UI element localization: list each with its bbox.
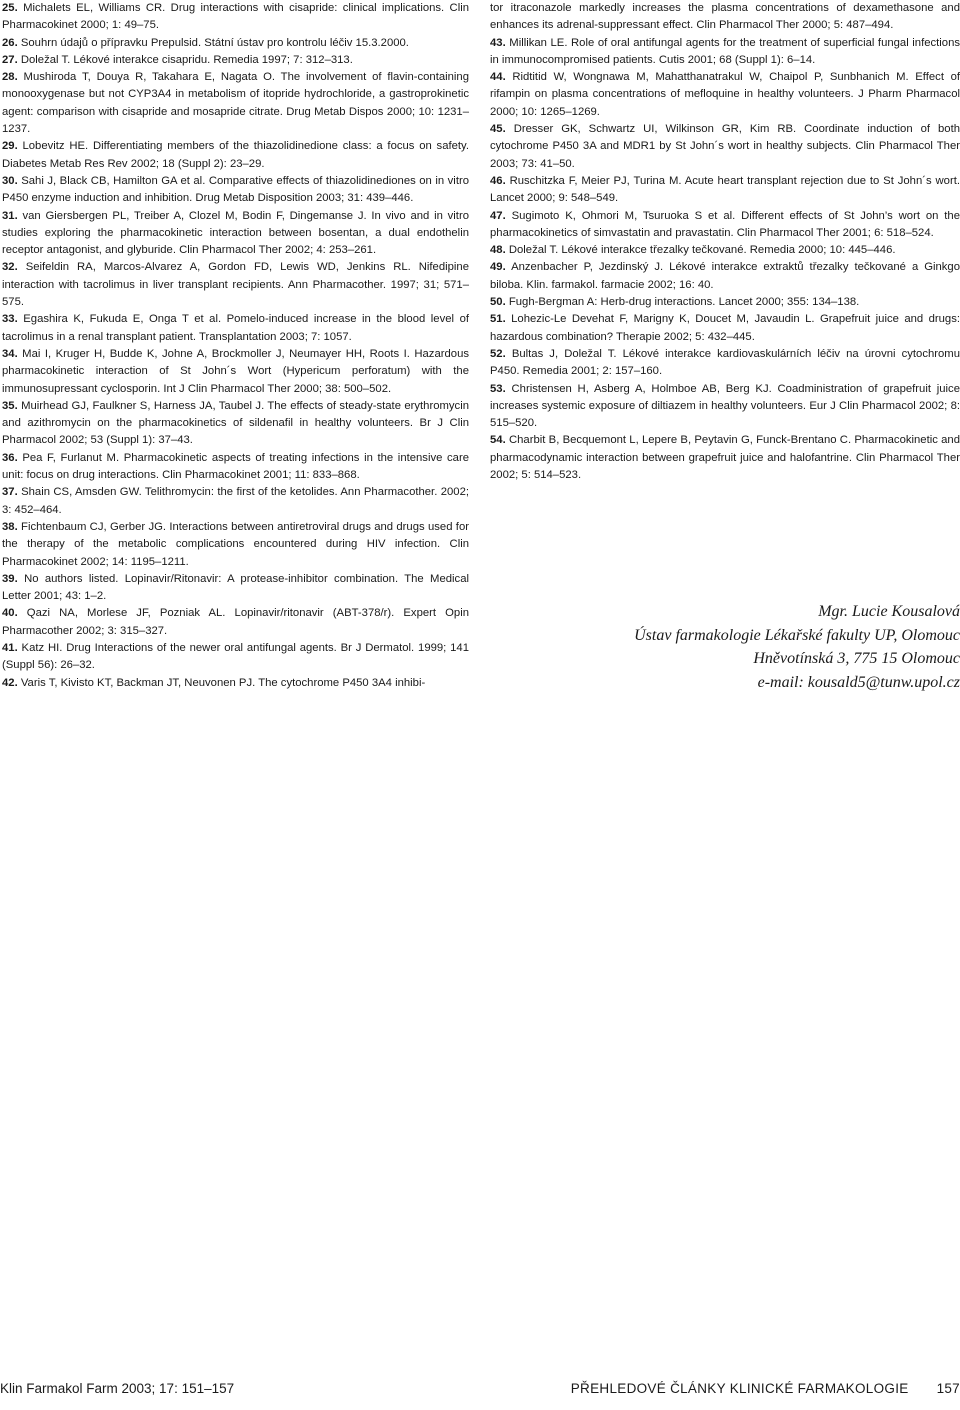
reference-item (490, 121, 960, 173)
reference-text: Shain CS, Amsden GW. Telithromycin: the first of the ketolides. Ann Pharmacother. 2002; 3: 452–464. (2, 486, 469, 516)
right-column (490, 0, 960, 484)
reference-text: No authors listed. Lopinavir/Ritonavir: A protease-inhibitor combination. The Medical Letter 2001; 43: 1–2. (2, 572, 469, 603)
reference-text: Doležal T. Lékové interakce třezalky tečkované. Remedia 2000; 10: 445–446. (505, 244, 896, 257)
reference-number: 35. (2, 399, 18, 412)
reference-text: Fichtenbaum CJ, Gerber JG. Interactions between antiretroviral drugs and drugs used for the therapy of the metabolic complications encountered during HIV infection. Clin Pharmacokinet 2002; 14: 1195–1211. (2, 520, 469, 568)
reference-text: Souhrn údajů o přípravku Prepulsid. Státní ústav pro kontrolu léčiv 15.3.2000. (17, 36, 409, 49)
reference-item (490, 432, 960, 484)
reference-item (2, 484, 469, 519)
reference-item (2, 346, 469, 398)
reference-item (2, 173, 469, 208)
reference-item (2, 640, 469, 675)
reference-item (2, 398, 469, 450)
reference-text: Muirhead GJ, Faulkner S, Harness JA, Taubel J. The effects of steady-state erythromycin and azithromycin on the pharmacokinetics of sildenafil in healthy volunteers. Br J Clin Pharmacol 2002; 53 (Suppl 1): 37–43. (2, 399, 469, 447)
author-email: e-mail: kousald5@tunw.upol.cz (757, 673, 960, 691)
reference-item (490, 208, 960, 243)
left-column (2, 0, 469, 692)
reference-number: 32. (2, 261, 18, 274)
reference-number: 29. (2, 140, 18, 153)
reference-text: Millikan LE. Role of oral antifungal agents for the treatment of superficial fungal infections in immunocompromised patients. Cutis 2001; 68 (Suppl 1): 6–14. (490, 36, 960, 66)
reference-item (2, 259, 469, 311)
reference-item (2, 69, 469, 138)
reference-number: 48. (490, 244, 506, 257)
reference-number: 25. (2, 2, 18, 14)
reference-text: Pea F, Furlanut M. Pharmacokinetic aspects of treating infections in the intensive care unit: focus on drug interactions. Clin Pharmacokinet 2001; 11: 833–868. (2, 451, 469, 482)
reference-item (2, 0, 469, 35)
reference-text: Bultas J, Doležal T. Lékové interakce kardiovaskulárních léčiv na úrovni cytochromu P450. Remedia 2001; 2: 157–160. (490, 347, 960, 378)
reference-text: Lohezic-Le Devehat F, Marigny K, Doucet M, Javaudin L. Grapefruit juice and drugs: hazardous combination? Therapie 2002; 5: 432–445. (490, 313, 960, 343)
page-number: 157 (936, 1381, 960, 1396)
reference-number: 36. (2, 451, 18, 464)
reference-item (2, 519, 469, 571)
reference-text: Seifeldin RA, Marcos-Alvarez A, Gordon FD, Lewis WD, Jenkins RL. Nifedipine interaction with tacrolimus in liver transplant recipients. Ann Pharmacother. 1997; 31; 571–575. (2, 261, 469, 309)
reference-number: 46. (490, 174, 506, 187)
reference-number: 38. (2, 520, 18, 533)
reference-text: Mai I, Kruger H, Budde K, Johne A, Brockmoller J, Neumayer HH, Roots I. Hazardous pharmacokinetic interaction of St John´s Wort (Hypericum perforatum) with the immunosupressant cyclosporin. Int J Clin Pharmacol Ther 2000; 38: 500–502. (2, 347, 469, 395)
reference-item (490, 311, 960, 346)
author-name: Mgr. Lucie Kousalová (818, 603, 960, 620)
reference-number: 33. (2, 313, 18, 326)
reference-number: 42. (2, 676, 18, 689)
reference-item (2, 138, 469, 173)
reference-item (490, 242, 960, 259)
reference-text: Sugimoto K, Ohmori M, Tsuruoka S et al. Different effects of St John’s wort on the pharmacokinetics of simvastatin and pravastatin. Clin Pharmacol Ther 2001; 6: 518–524. (490, 209, 960, 239)
reference-number: 52. (490, 347, 506, 360)
reference-number: 51. (490, 313, 506, 326)
reference-item (490, 346, 960, 381)
right-reference-list (490, 35, 960, 485)
author-institute: Ústav farmakologie Lékařské fakulty UP, Olomouc (634, 626, 960, 644)
author-signature (500, 600, 960, 694)
reference-text: Katz HI. Drug Interactions of the newer oral antifungal agents. Br J Dermatol. 1999; 141 (Suppl 56): 26–32. (2, 641, 469, 672)
footer-right (571, 1381, 960, 1396)
reference-text: Michalets EL, Williams CR. Drug interactions with cisapride: clinical implications. Clin Pharmacokinet 2000; 1: 49–75. (2, 2, 469, 32)
reference-number: 47. (490, 209, 506, 222)
reference-number: 43. (490, 36, 506, 49)
reference-item (490, 381, 960, 433)
reference-item (2, 35, 469, 52)
reference-item (490, 35, 960, 70)
reference-item (2, 311, 469, 346)
reference-text: Qazi NA, Morlese JF, Pozniak AL. Lopinavir/ritonavir (ABT-378/r). Expert Opin Pharmacother 2002; 3: 315–327. (2, 607, 469, 637)
reference-item (2, 52, 469, 69)
journal-citation: Klin Farmakol Farm 2003; 17: 151–157 (0, 1381, 235, 1396)
reference-number: 31. (2, 209, 18, 222)
reference-number: 26. (2, 36, 18, 49)
reference-text: Mushiroda T, Douya R, Takahara E, Nagata O. The involvement of flavin-containing monooxygenase but not CYP3A4 in metabolism of itopride hydrochloride, a gastroprokinetic agent: comparison with cisapride and mosapride citrate. Drug Metab Dispos 2000; 10: 1231–1237. (2, 71, 469, 136)
reference-item (490, 294, 960, 311)
reference-number: 39. (2, 572, 18, 585)
reference-item (2, 208, 469, 260)
reference-number: 28. (2, 71, 18, 84)
reference-text: Lobevitz HE. Differentiating members of the thiazolidinedione class: a focus on safety. Diabetes Metab Res Rev 2002; 18 (Suppl 2): 23–29. (2, 140, 469, 170)
reference-item (2, 605, 469, 640)
reference-text: Dresser GK, Schwartz UI, Wilkinson GR, Kim RB. Coordinate induction of both cytochrome P450 3A and MDR1 by St John´s wort in healthy subjects. Clin Pharmacol Ther 2003; 73: 41–50. (490, 123, 960, 170)
author-address: Hněvotínská 3, 775 15 Olomouc (753, 650, 960, 667)
reference-item (2, 450, 469, 485)
reference-item (2, 675, 469, 692)
reference-number: 30. (2, 174, 18, 187)
reference-text: Ruschitzka F, Meier PJ, Turina M. Acute heart transplant rejection due to St John´s wort. Lancet 2000; 9: 548–549. (490, 174, 960, 205)
reference-text: Christensen H, Asberg A, Holmboe AB, Berg KJ. Coadministration of grapefruit juice increases systemic exposure of diltiazem in healthy volunteers. Eur J Clin Pharmacol 2002; 8: 515–520. (490, 382, 960, 430)
reference-item (490, 69, 960, 121)
reference-number: 54. (490, 434, 506, 447)
reference-text: van Giersbergen PL, Treiber A, Clozel M, Bodin F, Dingemanse J. In vivo and in vitro studies exploring the pharmacokinetic interaction between bosentan, a dual endothelin receptor antagonist, and glyburide. Clin Pharmacol Ther 2002; 4: 253–261. (2, 209, 469, 257)
reference-number: 44. (490, 71, 506, 84)
reference-text: Anzenbacher P, Jezdinský J. Lékové interakce extraktů třezalky tečkované a Ginkgo biloba. Klin. farmakol. farmacie 2002; 16: 40. (490, 261, 960, 291)
reference-text: Doležal T. Lékové interakce cisapridu. Remedia 1997; 7: 312–313. (17, 53, 353, 66)
section-title: PŘEHLEDOVÉ ČLÁNKY KLINICKÉ FARMAKOLOGIE (570, 1381, 909, 1396)
reference-number: 45. (490, 123, 506, 136)
reference-item (490, 259, 960, 294)
continued-reference-42: tor itraconazole markedly increases the plasma concentrations of dexamethasone and enhances its adrenal-suppressant effect. Clin Pharmacol Ther 2000; 5: 487–494. (490, 2, 960, 32)
reference-number: 53. (490, 382, 506, 395)
reference-text: Ridtitid W, Wongnawa M, Mahatthanatrakul W, Chaipol P, Sunbhanich M. Effect of rifampin on plasma concentrations of mefloquine in healthy volunteers. J Pharm Pharmacol 2000; 10: 1265–1269. (490, 71, 960, 118)
reference-text: Fugh-Bergman A: Herb-drug interactions. Lancet 2000; 355: 134–138. (505, 296, 860, 309)
reference-text: Egashira K, Fukuda E, Onga T et al. Pomelo-induced increase in the blood level of tacrolimus in a renal transplant patient. Transplantation 2003; 7: 1057. (2, 313, 469, 343)
reference-item (490, 173, 960, 208)
reference-number: 27. (2, 53, 18, 66)
reference-text: Sahi J, Black CB, Hamilton GA et al. Comparative effects of thiazolidinediones on in vitro P450 enzyme induction and inhibition. Drug Metab Disposition 2003; 31: 439–446. (2, 174, 469, 205)
reference-item (2, 571, 469, 606)
reference-text: Charbit B, Becquemont L, Lepere B, Peytavin G, Funck-Brentano C. Pharmacokinetic and pharmacodynamic interaction between grapefruit juice and halofantrine. Clin Pharmacol Ther 2002; 5: 514–523. (490, 434, 960, 482)
reference-number: 37. (2, 486, 18, 499)
reference-number: 41. (2, 641, 18, 654)
reference-number: 34. (2, 347, 18, 360)
reference-number: 49. (490, 261, 506, 274)
reference-text: Varis T, Kivisto KT, Backman JT, Neuvonen PJ. The cytochrome P450 3A4 inhibi- (17, 676, 426, 689)
reference-number: 40. (2, 607, 18, 620)
reference-number: 50. (490, 296, 506, 309)
